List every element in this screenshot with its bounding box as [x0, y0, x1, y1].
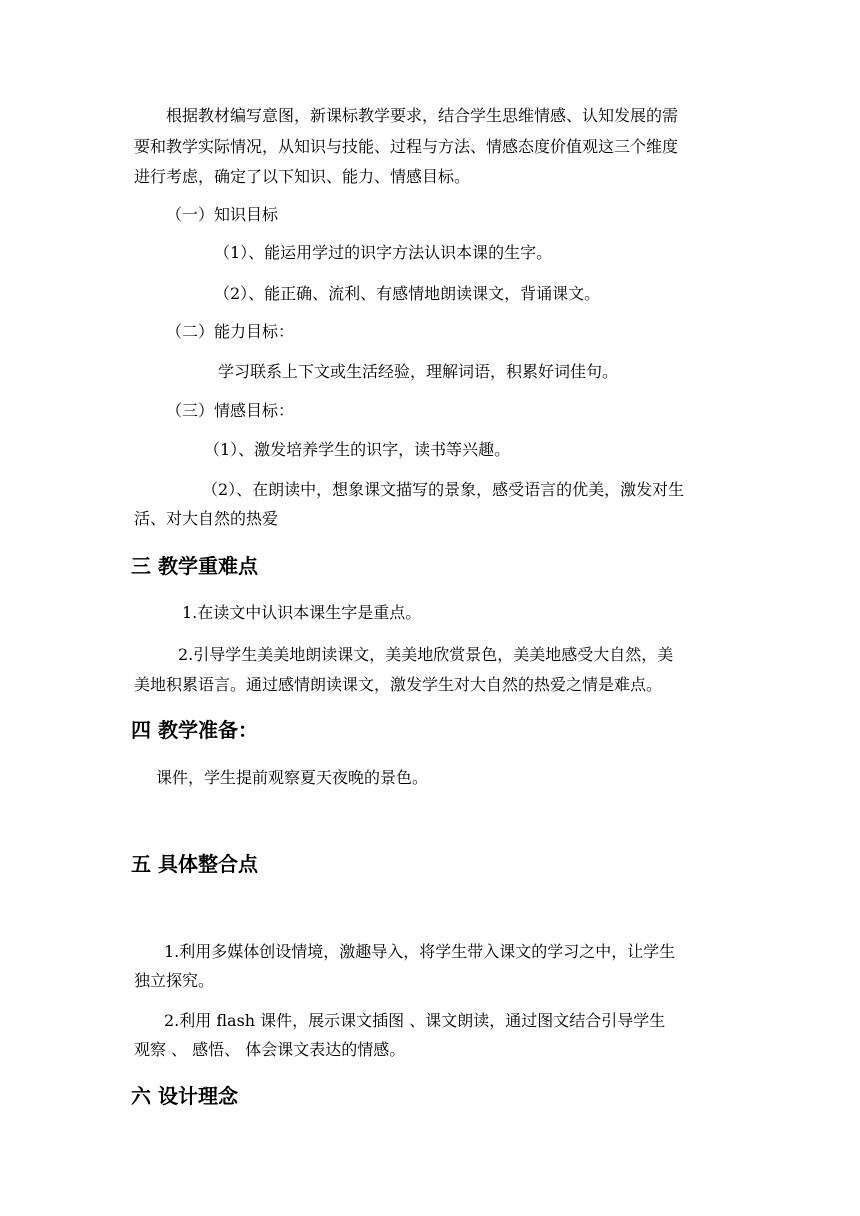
section-5-heading: 五 具体整合点	[131, 852, 258, 876]
ability-goals-title: （二）能力目标：	[166, 322, 295, 341]
ability-goal-1: 学习联系上下文或生活经验，理解词语，积累好词佳句。	[218, 362, 619, 381]
section-3-paragraph-2-line-2: 美地积累语言。通过感情朗读课文，激发学生对大自然的热爱之情是难点。	[134, 675, 663, 694]
section-5-paragraph-1-line-1: 1.利用多媒体创设情境，激趣导入，将学生带入课文的学习之中，让学生	[164, 942, 676, 961]
knowledge-goal-2: （2）、能正确、流利、有感情地朗读课文，背诵课文。	[214, 284, 601, 303]
section-3-heading: 三 教学重难点	[131, 554, 258, 578]
section-4-heading: 四 教学准备：	[131, 718, 258, 742]
emotion-goal-1: （1）、激发培养学生的识字，读书等兴趣。	[204, 440, 511, 459]
emotion-goals-title: （三）情感目标：	[166, 401, 295, 420]
knowledge-goal-1: （1）、能运用学过的识字方法认识本课的生字。	[214, 243, 553, 262]
section-5-paragraph-1-line-2: 独立探究。	[134, 971, 215, 990]
emotion-goal-2-line-2: 活、对大自然的热爱	[134, 509, 279, 528]
section-3-paragraph-2-line-1: 2.引导学生美美地朗读课文，美美地欣赏景色，美美地感受大自然，美	[178, 645, 674, 664]
section-3-paragraph-1: 1.在读文中认识本课生字是重点。	[182, 603, 422, 622]
intro-line-2: 要和教学实际情况，从知识与技能、过程与方法、情感态度价值观这三个维度	[134, 137, 679, 156]
section-5-paragraph-2-line-1: 2.利用 flash 课件，展示课文插图 、课文朗读，通过图文结合引导学生	[164, 1011, 666, 1030]
knowledge-goals-title: （一）知识目标	[166, 205, 279, 224]
section-4-paragraph-1: 课件，学生提前观察夏天夜晚的景色。	[156, 768, 429, 787]
section-5-paragraph-2-line-2: 观察 、 感悟、 体会课文表达的情感。	[134, 1040, 406, 1059]
intro-line-1: 根据教材编写意图，新课标教学要求，结合学生思维情感、认知发展的需	[166, 106, 679, 125]
emotion-goal-2-line-1: （2）、在朗读中，想象课文描写的景象，感受语言的优美，激发对生	[202, 480, 685, 499]
intro-line-3: 进行考虑，确定了以下知识、能力、情感目标。	[134, 167, 471, 186]
section-6-heading: 六 设计理念	[131, 1084, 238, 1108]
